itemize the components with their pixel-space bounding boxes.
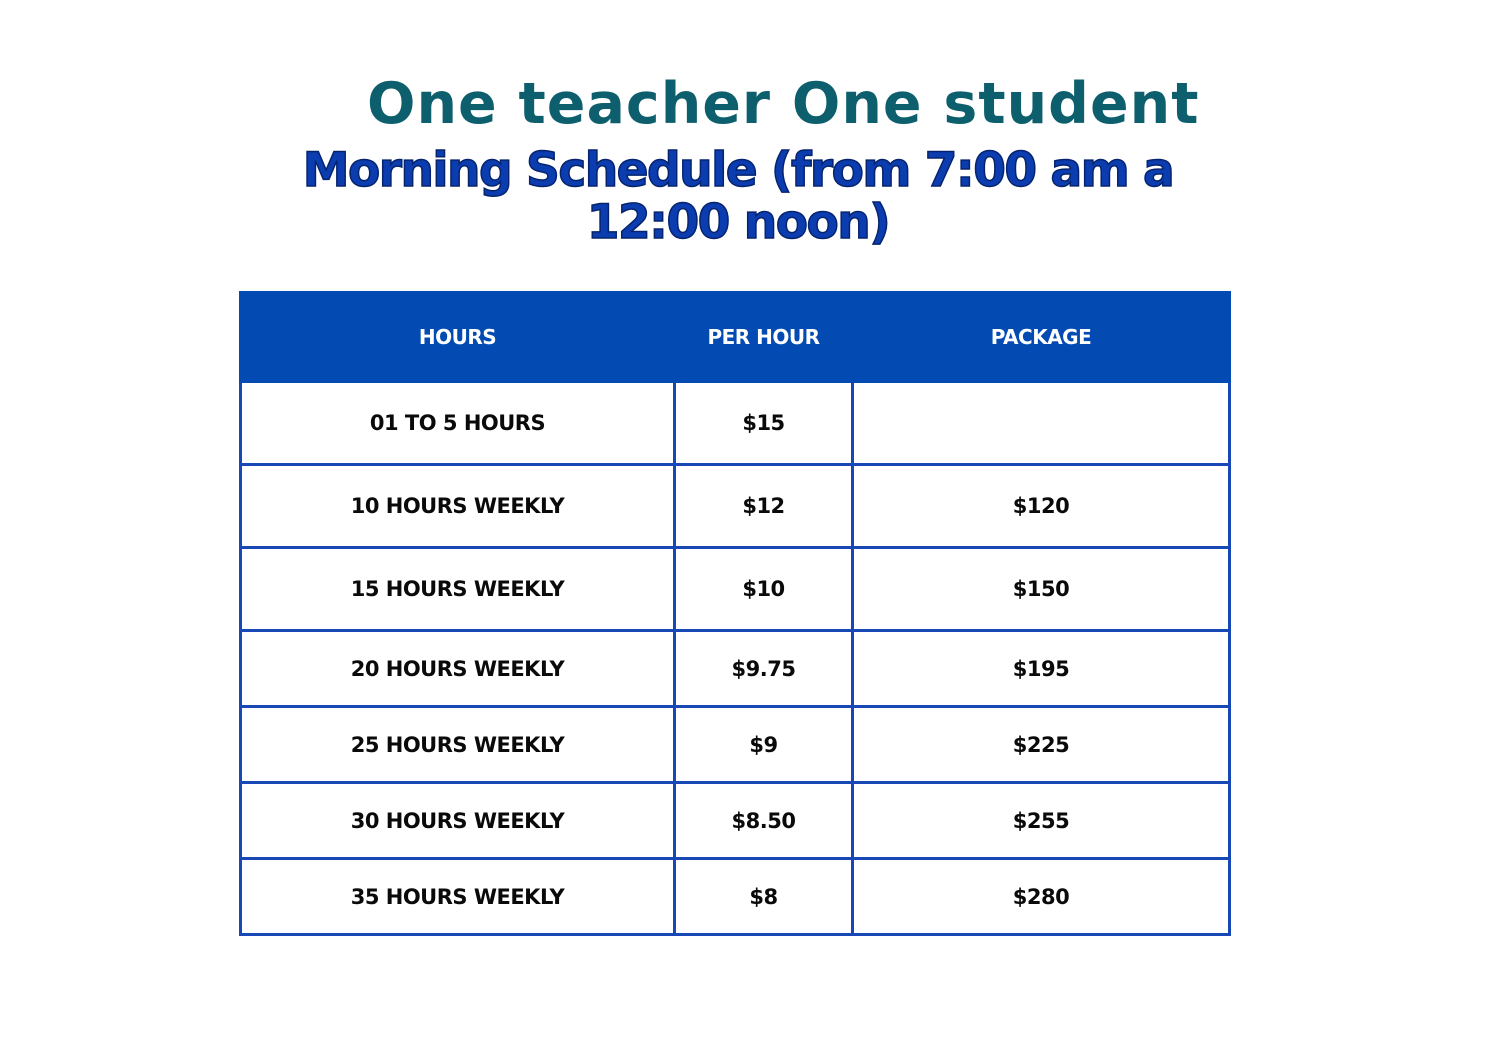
per-hour-cell: $8 <box>675 859 853 935</box>
table-row <box>241 631 1230 707</box>
package-cell: $255 <box>853 783 1230 859</box>
per-hour-cell: $10 <box>675 548 853 631</box>
package-cell: $120 <box>853 465 1230 548</box>
schedule-subtitle: Morning Schedule (from 7:00 am a 12:00 noon) <box>302 143 1174 250</box>
table-row <box>241 465 1230 548</box>
hours-cell: 15 HOURS WEEKLY <box>241 548 675 631</box>
pricing-table <box>239 291 1231 936</box>
hours-cell: 20 HOURS WEEKLY <box>241 631 675 707</box>
hours-cell: 10 HOURS WEEKLY <box>241 465 675 548</box>
page-title: One teacher One student <box>367 71 1200 137</box>
per-hour-cell: $15 <box>675 382 853 465</box>
table-row <box>241 859 1230 935</box>
table-row <box>241 548 1230 631</box>
package-cell: $195 <box>853 631 1230 707</box>
hours-cell: 30 HOURS WEEKLY <box>241 783 675 859</box>
hours-cell: 35 HOURS WEEKLY <box>241 859 675 935</box>
table-row <box>241 707 1230 783</box>
package-cell: $150 <box>853 548 1230 631</box>
hours-cell: 01 TO 5 HOURS <box>241 382 675 465</box>
package-cell: $280 <box>853 859 1230 935</box>
column-header-hours: HOURS <box>241 293 675 382</box>
per-hour-cell: $12 <box>675 465 853 548</box>
column-header-per-hour: PER HOUR <box>675 293 853 382</box>
table-row <box>241 382 1230 465</box>
table-header-row <box>241 293 1230 382</box>
table-row <box>241 783 1230 859</box>
per-hour-cell: $9.75 <box>675 631 853 707</box>
package-cell: $225 <box>853 707 1230 783</box>
package-cell <box>853 382 1230 465</box>
per-hour-cell: $9 <box>675 707 853 783</box>
column-header-package: PACKAGE <box>853 293 1230 382</box>
per-hour-cell: $8.50 <box>675 783 853 859</box>
hours-cell: 25 HOURS WEEKLY <box>241 707 675 783</box>
